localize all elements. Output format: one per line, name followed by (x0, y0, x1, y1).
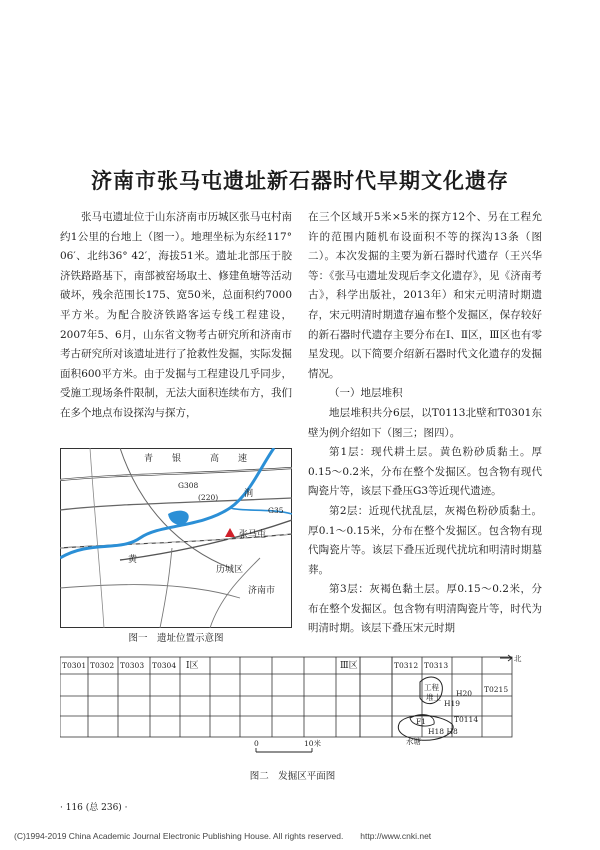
article-title: 济南市张马屯遗址新石器时代早期文化遗存 (91, 168, 509, 193)
map-label-g308: G308 (178, 481, 199, 490)
zone-1-label: Ⅰ区 (186, 661, 199, 671)
scale-ten: 10米 (304, 739, 322, 748)
map-label-huang: 黄 (128, 555, 138, 565)
map-label-licheng: 历城区 (216, 565, 244, 575)
square-label: T0302 (90, 661, 115, 670)
site-location-map (60, 448, 292, 628)
map-label-site: 张马屯 (239, 530, 267, 540)
square-label: T0303 (120, 661, 145, 670)
paragraph: （一）地层堆积 (329, 387, 403, 400)
scale-bar (256, 748, 312, 752)
copyright-line: (C)1994-2019 China Academic Journal Electronic Publishing House. All rights reserved. http://www.cnki.net (14, 831, 432, 841)
figure-1-caption: 图一 遗址位置示意图 (128, 633, 224, 644)
map-label-jiang: 涧 (244, 489, 254, 499)
page-number: · 116 (总 236) · (60, 803, 128, 813)
paragraph: 第2层：近现代扰乱层，灰褐色粉砂质黏土。厚0.1～0.15米，分布在整个发掘区。包含物有现代陶瓷片等。该层下叠压近现代扰坑和明清时期墓葬。 (308, 504, 542, 576)
map-label-jinan: 济南市 (248, 586, 276, 596)
spoil-label-1: 工程 (424, 683, 439, 692)
scale-zero: 0 (254, 739, 259, 748)
square-label: T0312 (394, 661, 419, 670)
pit-label-h19: H19 (444, 699, 461, 708)
figure-2-caption: 图二 发掘区平面图 (249, 771, 336, 782)
map-label-qing: 青 (144, 454, 154, 464)
paragraph: 地层堆积共分6层，以T0113北壁和T0301东壁为例介绍如下（图三；图四）。 (308, 406, 542, 439)
spoil-label-2: 堆土 (426, 693, 441, 702)
north-label: 北 (514, 654, 522, 663)
feature-label-f1: F1 (416, 717, 426, 726)
map-label-yin: 银 (172, 454, 182, 464)
map-label-su: 速 (238, 454, 248, 464)
square-label: T0301 (62, 661, 87, 670)
map-label-g220: (220) (198, 493, 219, 502)
map-label-gao: 高 (210, 454, 220, 464)
paragraph: 第3层：灰褐色黏土层。厚0.15～0.2米，分布在整个发掘区。包含物有明清陶瓷片等，时代为明清时期。该层下叠压宋元时期 (308, 583, 542, 635)
paragraph: 张马屯遗址位于山东济南市历城区张马屯村南约1公里的台地上（图一）。地理坐标为东经117° 06′、北纬36° 42′，海拔51米。遗址北部压于胶济铁路路基下，南部被窑场取土、修建鱼塘等活动破坏，残余范围长175、宽50米，总面积约7000平方米。为配合胶济铁路客运专线工程建设，2007年5、6月，山东省文物考古研究所和济南市考古研究所对该遗址进行了抢救性发掘，实际发掘面积600平方米。由于发掘与工程建设几乎同步，受施工现场条件限制，无法大面积连续布方，我们在多个地点布设探沟与探方， (60, 211, 292, 419)
square-label: T0313 (424, 661, 449, 670)
right-column (308, 208, 542, 639)
pond-label: 水塘 (406, 737, 421, 746)
square-label: T0304 (152, 661, 177, 670)
pit-label-h20: H20 (456, 689, 473, 698)
zone-3-label: Ⅲ区 (340, 661, 358, 671)
square-label-t0114: T0114 (454, 715, 479, 724)
left-column (60, 208, 292, 424)
pit-label-h18-h8: H18 H8 (428, 727, 458, 736)
square-label-t0215: T0215 (484, 685, 509, 694)
paragraph: 在三个区域开5米×5米的探方12个、另在工程允许的范围内随机布设面积不等的探沟13条（图二）。本次发掘的主要为新石器时代遗存（王兴华等：《张马屯遗址发现后李文化遗存》，见《济南考古》，科学出版社，2013年）和宋元明清时期遗存，宋元明清时期遗存遍布整个发掘区，保存较好的新石器时代遗存主要分布在Ⅰ、Ⅱ区，Ⅲ区也有零星发现。以下简要介绍新石器时代文化遗存的发掘情况。 (308, 211, 542, 380)
map-label-g35: G35 (268, 506, 284, 515)
paragraph: 第1层：现代耕土层。黄色粉砂质黏土。厚0.15～0.2米，分布在整个发掘区。包含物有现代陶瓷片等，该层下叠压G3等近现代遗迹。 (308, 446, 542, 498)
north-arrow-icon (500, 655, 512, 661)
excavation-plan (60, 652, 525, 762)
